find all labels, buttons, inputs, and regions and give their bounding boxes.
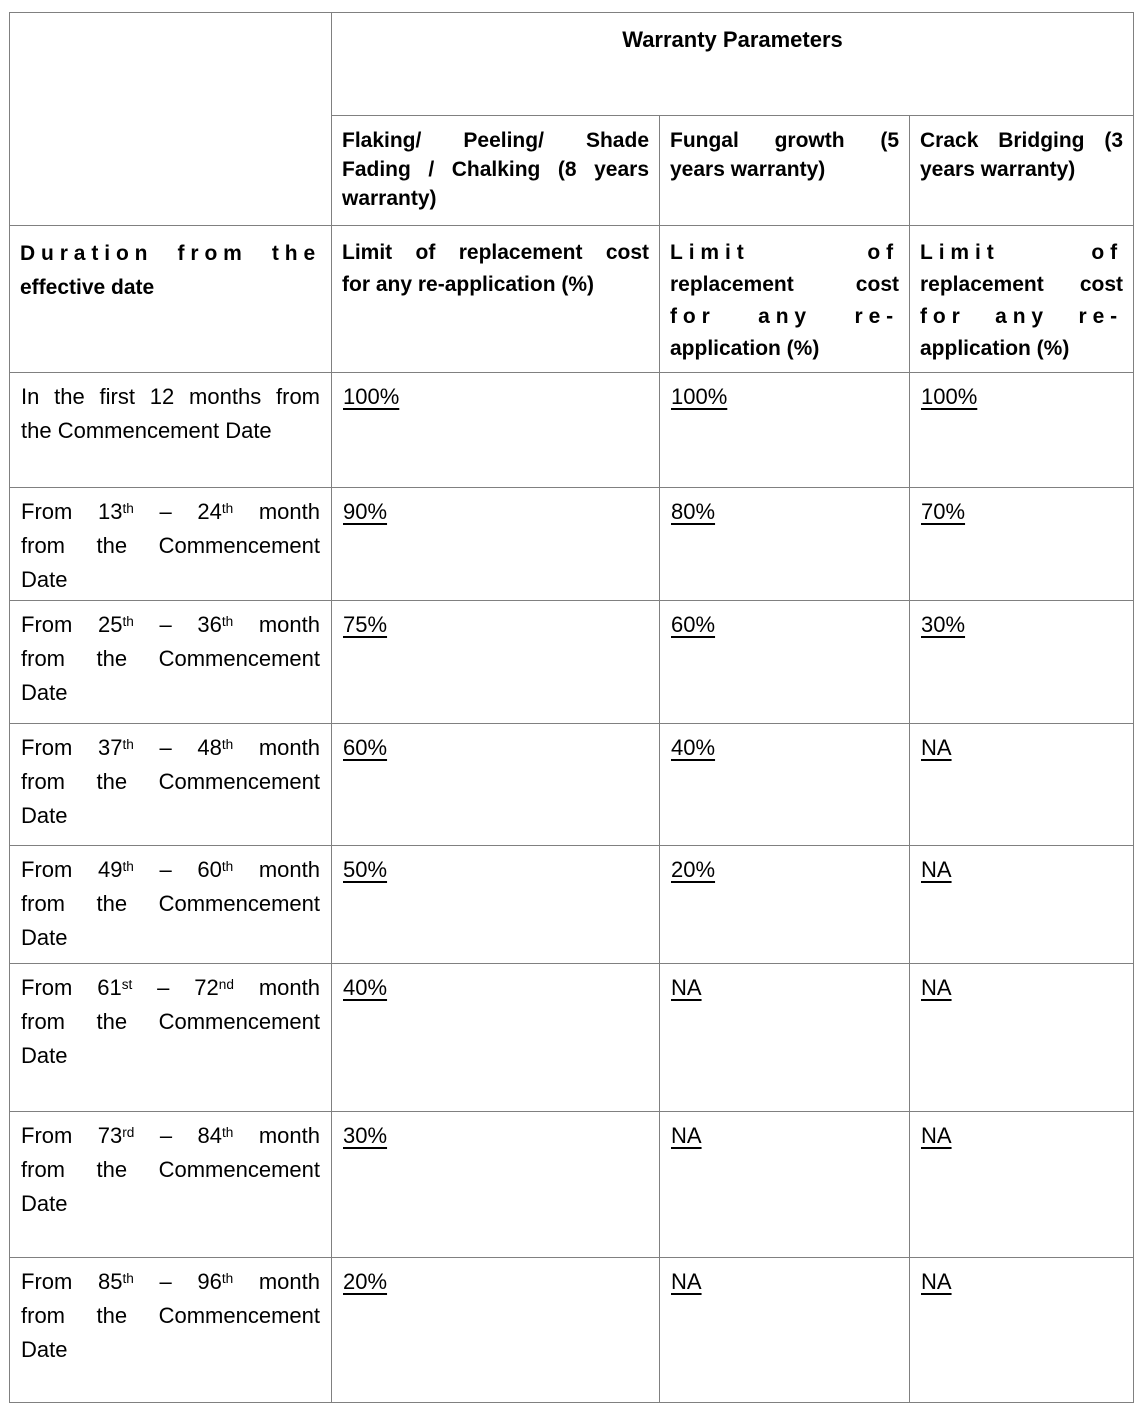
percentage-value: 40%	[343, 975, 388, 1000]
duration-line: Date	[21, 567, 68, 592]
duration-line: In the first 12 months from	[21, 384, 320, 409]
na-value: NA	[921, 1123, 952, 1148]
duration-line: From 49th – 60th month	[21, 857, 320, 882]
duration-cell	[10, 1258, 332, 1403]
subheader-line: for any re-	[670, 305, 899, 328]
duration-cell	[10, 964, 332, 1112]
header-line: Fungal growth (5	[670, 129, 899, 152]
value-cell	[332, 373, 660, 488]
duration-line: the Commencement Date	[21, 418, 272, 443]
header-line: Fading / Chalking (8 years	[342, 158, 649, 181]
value-cell	[910, 488, 1134, 601]
table-row	[10, 964, 1134, 1112]
subheader-line: Limit of	[670, 241, 899, 264]
duration-line: from the Commencement	[21, 1157, 320, 1182]
value-cell	[910, 964, 1134, 1112]
duration-cell	[10, 601, 332, 724]
value-cell	[910, 601, 1134, 724]
percentage-value: 60%	[343, 735, 388, 760]
header-line: effective date	[20, 276, 155, 299]
percentage-value: 75%	[343, 612, 388, 637]
value-cell	[332, 964, 660, 1112]
table-row	[10, 1112, 1134, 1258]
value-cell	[660, 1258, 910, 1403]
na-value: NA	[921, 1269, 952, 1294]
percentage-value: 40%	[671, 735, 716, 760]
value-cell	[660, 601, 910, 724]
header-line: Flaking/ Peeling/ Shade	[342, 129, 649, 152]
value-cell	[910, 846, 1134, 964]
subheader-limit-col3	[910, 226, 1134, 373]
table-row	[10, 1258, 1134, 1403]
duration-cell	[10, 846, 332, 964]
na-value: NA	[921, 857, 952, 882]
value-cell	[910, 1112, 1134, 1258]
percentage-value: 20%	[671, 857, 716, 882]
duration-cell	[10, 724, 332, 846]
na-value: NA	[671, 1269, 702, 1294]
percentage-value: 100%	[921, 384, 978, 409]
value-cell	[660, 846, 910, 964]
value-cell	[910, 724, 1134, 846]
duration-line: Date	[21, 1191, 68, 1216]
warranty-parameters-table	[9, 12, 1134, 1403]
table-row	[10, 601, 1134, 724]
na-value: NA	[921, 975, 952, 1000]
duration-line: From 61st – 72nd month	[21, 975, 320, 1000]
value-cell	[660, 964, 910, 1112]
duration-line: Date	[21, 1043, 68, 1068]
table-row-title	[10, 13, 1134, 116]
value-cell	[332, 1112, 660, 1258]
corner-empty-cell	[10, 13, 332, 226]
header-fungal-growth	[660, 116, 910, 226]
table-title: Warranty Parameters	[332, 13, 1134, 116]
value-cell	[660, 488, 910, 601]
header-crack-bridging	[910, 116, 1134, 226]
header-line: Crack Bridging (3	[920, 129, 1124, 152]
na-value: NA	[671, 975, 702, 1000]
subheader-line: replacement cost	[920, 273, 1124, 296]
table-row	[10, 373, 1134, 488]
percentage-value: 30%	[343, 1123, 388, 1148]
duration-cell	[10, 1112, 332, 1258]
duration-line: Date	[21, 925, 68, 950]
percentage-value: 100%	[671, 384, 728, 409]
duration-line: From 25th – 36th month	[21, 612, 320, 637]
value-cell	[660, 373, 910, 488]
value-cell	[332, 601, 660, 724]
na-value: NA	[671, 1123, 702, 1148]
duration-line: From 37th – 48th month	[21, 735, 320, 760]
duration-line: Date	[21, 803, 68, 828]
subheader-line: Limit of	[920, 241, 1124, 264]
duration-line: Date	[21, 680, 68, 705]
value-cell	[910, 1258, 1134, 1403]
subheader-line: Limit of replacement cost	[342, 241, 649, 264]
duration-line: Date	[21, 1337, 68, 1362]
header-line: warranty)	[342, 187, 437, 210]
subheader-limit-col1	[332, 226, 660, 373]
duration-line: from the Commencement	[21, 1009, 320, 1034]
subheader-line: for any re-	[920, 305, 1124, 328]
percentage-value: 20%	[343, 1269, 388, 1294]
subheader-line: application (%)	[670, 337, 820, 360]
percentage-value: 30%	[921, 612, 966, 637]
percentage-value: 80%	[671, 499, 716, 524]
value-cell	[332, 724, 660, 846]
value-cell	[660, 1112, 910, 1258]
table-row	[10, 724, 1134, 846]
duration-line: from the Commencement	[21, 646, 320, 671]
percentage-value: 50%	[343, 857, 388, 882]
percentage-value: 100%	[343, 384, 400, 409]
header-duration	[10, 226, 332, 373]
value-cell	[332, 846, 660, 964]
table-row	[10, 846, 1134, 964]
subheader-limit-col2	[660, 226, 910, 373]
duration-line: From 13th – 24th month	[21, 499, 320, 524]
value-cell	[332, 488, 660, 601]
header-flaking-peeling	[332, 116, 660, 226]
duration-line: from the Commencement	[21, 1303, 320, 1328]
value-cell	[910, 373, 1134, 488]
percentage-value: 90%	[343, 499, 388, 524]
subheader-line: for any re-application (%)	[342, 273, 595, 296]
percentage-value: 60%	[671, 612, 716, 637]
table-row-subheaders	[10, 226, 1134, 373]
value-cell	[660, 724, 910, 846]
header-line: Duration from the	[20, 242, 321, 265]
value-cell	[332, 1258, 660, 1403]
table-row	[10, 488, 1134, 601]
duration-line: from the Commencement	[21, 769, 320, 794]
duration-cell	[10, 488, 332, 601]
duration-cell	[10, 373, 332, 488]
duration-line: from the Commencement	[21, 533, 320, 558]
subheader-line: replacement cost	[670, 273, 899, 296]
duration-line: From 73rd – 84th month	[21, 1123, 320, 1148]
subheader-line: application (%)	[920, 337, 1070, 360]
na-value: NA	[921, 735, 952, 760]
header-line: years warranty)	[670, 158, 826, 181]
duration-line: from the Commencement	[21, 891, 320, 916]
duration-line: From 85th – 96th month	[21, 1269, 320, 1294]
percentage-value: 70%	[921, 499, 966, 524]
header-line: years warranty)	[920, 158, 1076, 181]
